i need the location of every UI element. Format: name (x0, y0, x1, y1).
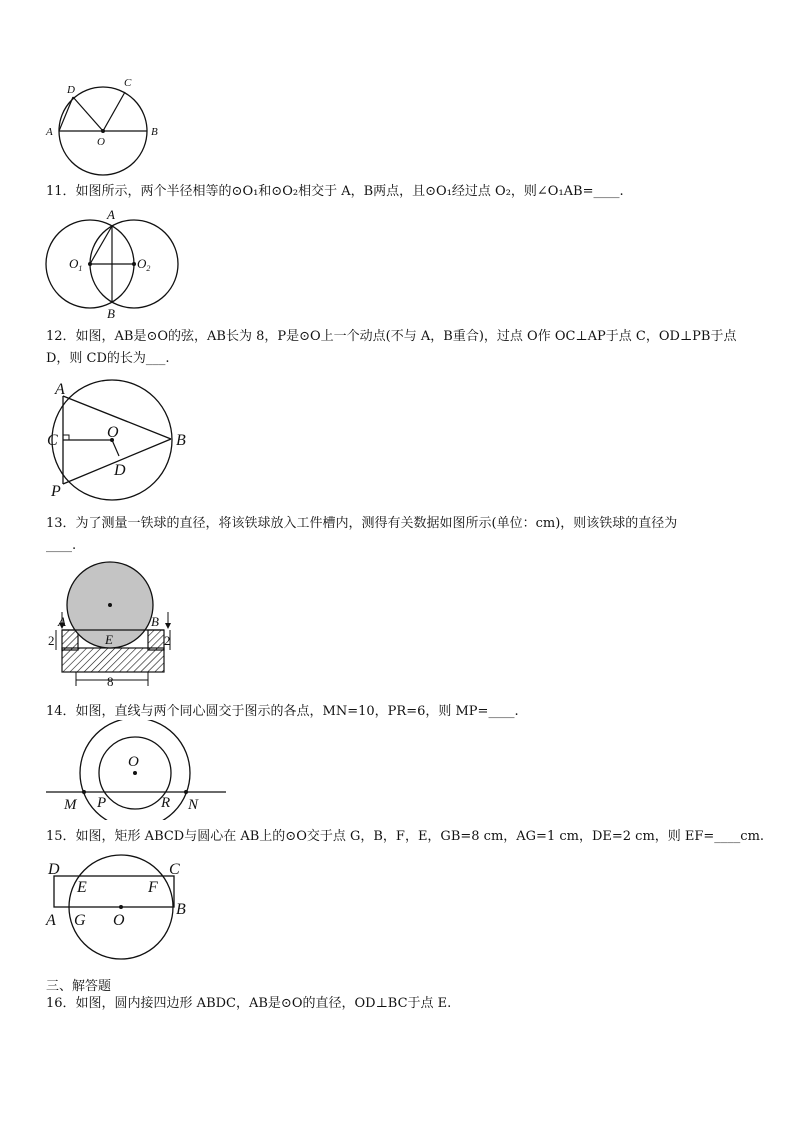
segment-od (112, 440, 119, 456)
label-b: B (107, 306, 115, 321)
question-15 (46, 826, 764, 848)
label-a: A (58, 614, 66, 629)
label-a: A (55, 381, 65, 398)
arrow-right-head (165, 623, 171, 629)
label-a: A (46, 126, 53, 138)
label-d: D (114, 462, 126, 479)
figure-q10 (40, 74, 170, 180)
question-line-2: D，则 CD的长为___. (46, 351, 170, 366)
question-line-1: 12．如图，AB是⊙O的弦，AB长为 8，P是⊙O上一个动点(不与 A，B重合)，过点 O作 OC⊥AP于点 C，OD⊥PB于点 (46, 329, 737, 344)
question-number: 14． (46, 704, 76, 719)
question-text: 如图，圆内接四边形 ABDC，AB是⊙O的直径，OD⊥BC于点 E. (75, 996, 452, 1011)
slot-base (62, 648, 164, 672)
question-13 (46, 513, 677, 557)
question-11 (46, 181, 624, 203)
segment-do (73, 97, 103, 131)
question-number: 13． (46, 516, 76, 531)
section-heading: 三、解答题 (46, 979, 112, 994)
question-text: 如图，直线与两个同心圆交于图示的各点，MN=10，PR=6，则 MP=____. (75, 704, 519, 719)
label-e: E (77, 879, 87, 896)
label-c: C (124, 77, 132, 89)
label-m: M (64, 797, 77, 813)
label-p: P (97, 795, 107, 811)
figure-q15 (40, 850, 200, 962)
center-dot (101, 129, 105, 133)
slot-wall-right (148, 630, 164, 650)
question-text: 如图所示，两个半径相等的⊙O₁和⊙O₂相交于 A，B两点，且⊙O₁经过点 O₂，则∠O₁AB=____. (75, 184, 624, 199)
center-dot (119, 905, 123, 909)
label-o: O (107, 424, 119, 441)
label-n: N (188, 797, 199, 813)
label-left-height: 2 (48, 633, 55, 648)
right-angle-c (63, 435, 69, 440)
figure-q14 (40, 720, 230, 820)
question-text: 如图，矩形 ABCD与圆心在 AB上的⊙O交于点 G，B，F，E，GB=8 cm，AG=1 cm，DE=2 cm，则 EF=____cm. (75, 829, 765, 844)
segment-ad (59, 97, 73, 131)
label-p: P (51, 483, 61, 500)
segment-oc (103, 92, 125, 131)
label-e: E (105, 632, 113, 647)
label-d: D (67, 84, 75, 96)
label-g: G (74, 912, 86, 929)
label-o2: $O_2$ (137, 256, 151, 273)
label-b: B (151, 614, 159, 629)
question-12 (46, 326, 736, 370)
label-o1: $O_1$ (69, 256, 83, 273)
label-b: B (151, 126, 158, 138)
label-c: C (47, 432, 58, 449)
dot-m (82, 790, 86, 794)
figure-q13 (40, 560, 190, 695)
segment-o1a (90, 226, 112, 264)
center-dot (133, 771, 137, 775)
question-number: 12． (46, 329, 76, 344)
label-c: C (169, 861, 180, 878)
slot-wall-left (62, 630, 78, 650)
label-o: O (128, 754, 139, 770)
question-number: 16． (46, 996, 76, 1011)
figure-q12 (40, 374, 200, 506)
figure-q11 (40, 205, 190, 323)
label-a: A (107, 207, 115, 222)
label-a: A (46, 912, 56, 929)
question-line-2: ____. (46, 538, 77, 553)
label-b: B (176, 432, 186, 449)
label-d: D (48, 861, 60, 878)
label-o: O (113, 912, 125, 929)
question-line-1: 13．为了测量一铁球的直径，将该铁球放入工件槽内，测得有关数据如图所示(单位：cm)，则该铁球的直径为 (46, 516, 678, 531)
dot-n (184, 790, 188, 794)
dot-o2 (132, 262, 136, 266)
label-o: O (97, 136, 105, 148)
ball-center (108, 603, 112, 607)
label-f: F (148, 879, 158, 896)
label-width: 8 (107, 674, 114, 689)
label-b: B (176, 901, 186, 918)
question-number: 15． (46, 829, 76, 844)
question-number: 11． (46, 184, 76, 199)
label-right-height: 2 (164, 633, 171, 648)
question-16 (46, 993, 451, 1015)
dot-o1 (88, 262, 92, 266)
label-r: R (161, 795, 171, 811)
